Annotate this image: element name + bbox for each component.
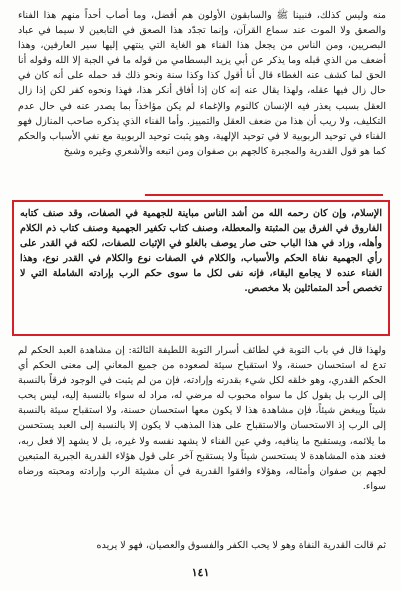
boxed-paragraph: الإسلام، وإن كان رحمه الله من أشد الناس مباينة للجهمية في الصفات، وقد صنف كتابه الفاروق في الفرق بين المثبتة والمعطلة، وصنف كتاب تكفير الجهمية وصنف كتاب ذم الكلام وأهله، وزاد في هذا الباب حتى صار يوصف بالغلو في الإثبات للصفات، لكنه في القدر على رأي الجهمية نفاة الحكم والأسباب، والكلام في الصفات نوع والكلام في القدر نوع، وهذا الفناء عنده لا يجامع البقاء، فإنه نفى لكل ما سوى حكم الرب بإرادته الشاملة التي لا تخصص أحد المتماثلين بلا مخصص. <box>20 208 382 295</box>
red-underline-mark <box>145 194 383 196</box>
last-line-block <box>18 538 386 553</box>
after-passage <box>18 343 386 494</box>
after-paragraph: ولهذا قال في باب التوبة في لطائف أسرار التوبة اللطيفة الثالثة: إن مشاهدة العبد الحكم لم تدع له استحسان حسنة، ولا استقباح سيئة لصعوده من جميع المعاني إلى معنى الحكم أي الحكم القدري، وهو خلقه لكل شيء بقدرته وإرادته، فإن من لم يثبت في الوجود فرقاً بالنسبة إلى الرب بل يقول كل ما سواه محبوب له مرضي له، مراد له سواء بالنسبة إليه، ليس يحب شيئاً ويبغض شيئاً، فإن مشاهدة هذا لا يكون معها استحسان حسنة، ولا استقباح سيئة بالنسبة إلى الرب إذ الاستحسان والاستقباح على هذا المذهب لا يكون إلا بالنسبة إلى العبد يستحسن ما يلائمه، ويستقبح ما ينافيه، وفي عين الفناء لا يشهد نفسه ولا غيره، بل لا يشهد إلا فعل ربه، فعند هذه المشاهدة لا يستحسن شيئاً ولا يستقبح آخر على قول هؤلاء القدرية الجبرية المتبعين لجهم بن صفوان وأمثاله، وهؤلاء وافقوا القدرية في أن مشيئة الرب وإرادته ومحبته ورضاه سواء. <box>18 345 386 492</box>
boxed-passage <box>20 206 382 297</box>
top-paragraph: منه وليس كذلك، فنبينا ﷺ والسابقون الأولون هم أفضل، وما أصاب أحداً منهم هذا الفناء والصعق ولا الموت عند سماع القرآن، وإنما تجدّد هذا الصعق في التابعين لا سيما في عباد البصريين، ومن الناس من يجعل هذا الفناء هو الغاية التي ينتهي إليها سير العارفين، وهذا أضعف من الذي قبله وما يذكر عن أبي يزيد البسطامي من قوله ما في الجبة إلا الله وقوله أنا الحق لما كشف عنه الغطاء قال أنا أقول كذا وكذا سنة ونحو ذلك قد حمله على أنه كان في حال زال فيها عقله، ولهذا يقال عنه إنه كان إذا أفاق أنكر هذا، فهذا ونحوه كفر لكن إذا زال العقل بسبب يعذر فيه الإنسان كالنوم والإغماء لم يكن مؤاخذاً بما يصدر عنه في حال عدم التكليف، ولا ريب أن هذا من ضعف العقل والتمييز. وأما الفناء الذي يذكره صاحب المنازل فهو الفناء في توحيد الربوبية لا في توحيد الإلهية، وهو يثبت توحيد الربوبية مع نفي الأسباب والحكم كما هو قول القدرية والمجبرة كالجهم بن صفوان ومن اتبعه والأشعري وغيره وشيخ <box>18 10 386 157</box>
last-paragraph: ثم قالت القدرية النفاة وهو لا يحب الكفر والفسوق والعصيان، فهو لا يريده <box>96 540 386 551</box>
page-number: ١٤١ <box>191 566 210 579</box>
